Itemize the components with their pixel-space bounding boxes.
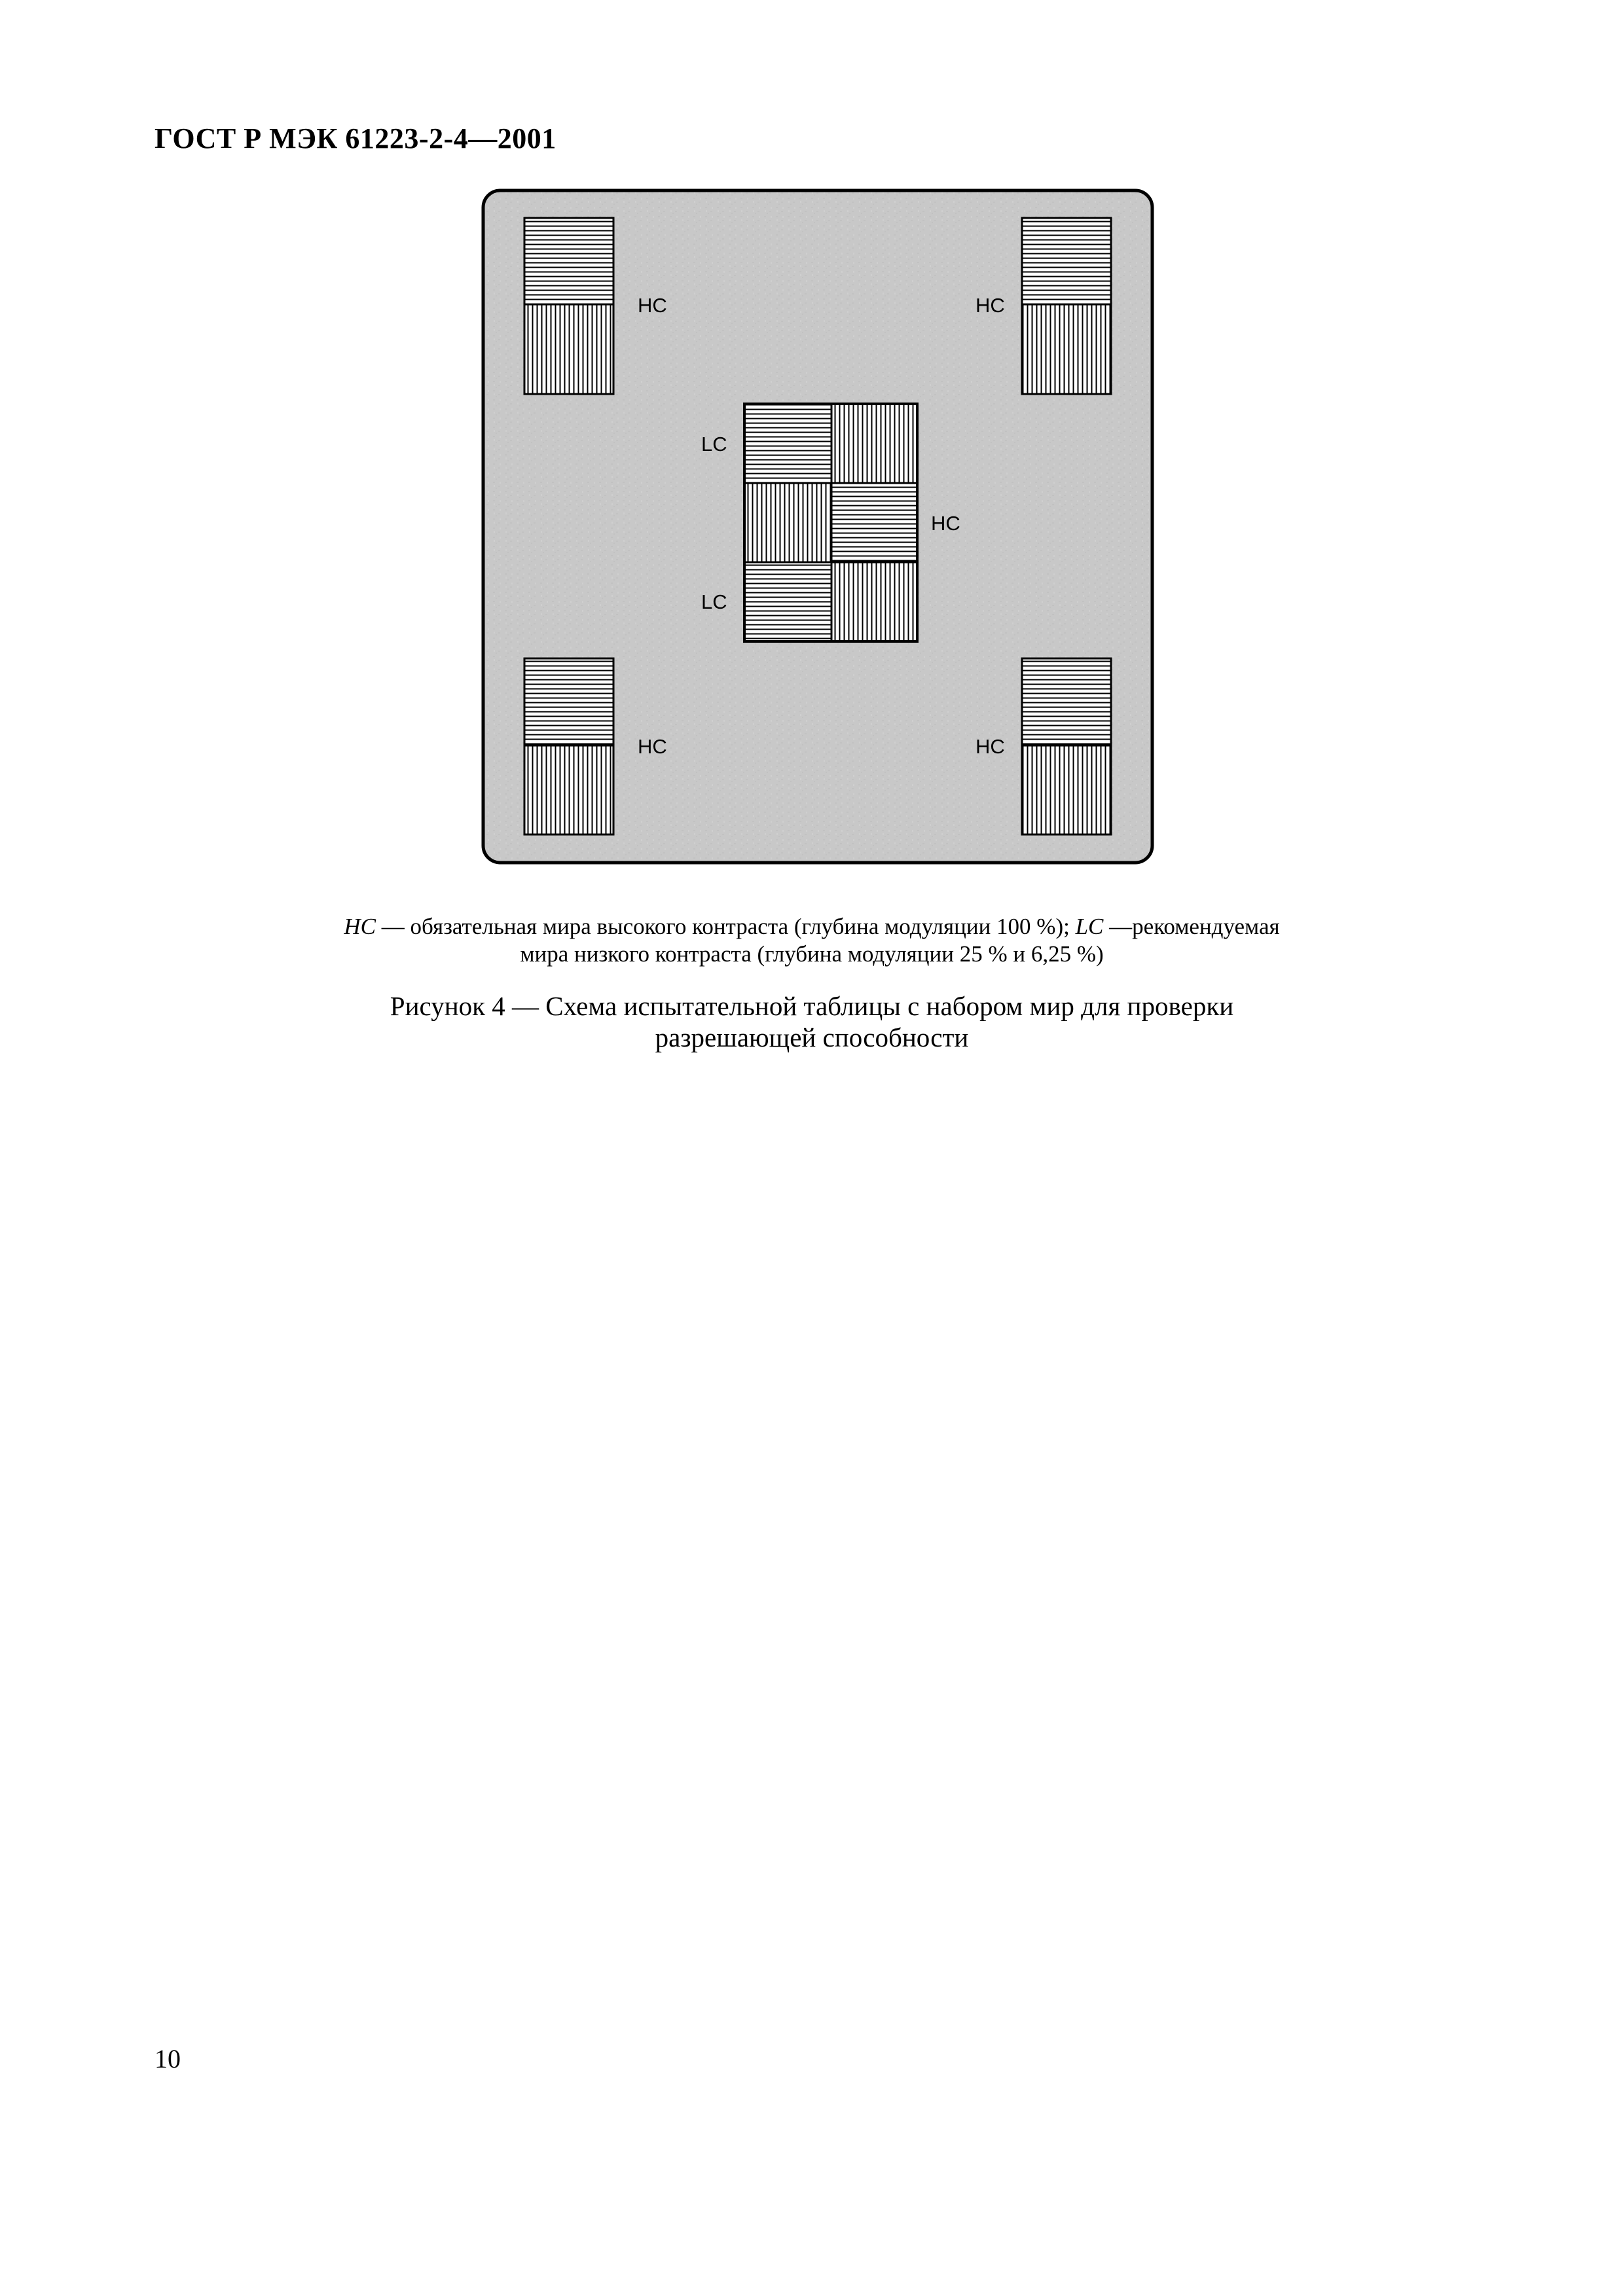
hc-block-top-left: [524, 218, 613, 394]
legend-hc-abbr: HC: [344, 914, 376, 939]
center-pattern-block: [744, 404, 917, 641]
legend-lc-text: —рекомендуемая: [1103, 914, 1280, 939]
legend-hc-text: — обязательная мира высокого контраста (глубина модуляции 100 %);: [376, 914, 1076, 939]
hc-block-bottom-left: [524, 658, 613, 834]
test-chart-diagram: [480, 187, 1156, 866]
label-hc-center-middle: HC: [931, 512, 960, 535]
legend-line-1: [196, 913, 1427, 941]
test-chart-figure: [480, 187, 1156, 866]
caption-line-1: Рисунок 4 — Схема испытательной таблицы с набором мир для проверки: [390, 991, 1234, 1021]
legend-lc-abbr: LC: [1075, 914, 1104, 939]
figure-caption: [196, 990, 1427, 1053]
legend-line-2: мира низкого контраста (глубина модуляции 25 % и 6,25 %): [520, 941, 1104, 967]
label-hc-top-left: HC: [638, 294, 667, 317]
hc-block-top-right: [1022, 218, 1111, 394]
label-hc-top-right: HC: [976, 294, 1005, 317]
label-hc-bottom-right: HC: [976, 735, 1005, 758]
figure-legend: [196, 913, 1427, 968]
document-header: ГОСТ Р МЭК 61223-2-4—2001: [155, 122, 556, 154]
label-lc-center-bottom: LC: [701, 590, 727, 613]
label-hc-bottom-left: HC: [638, 735, 667, 758]
label-lc-center-top: LC: [701, 433, 727, 456]
caption-line-2: разрешающей способности: [655, 1022, 969, 1052]
page-number: 10: [155, 2044, 181, 2073]
hc-block-bottom-right: [1022, 658, 1111, 834]
